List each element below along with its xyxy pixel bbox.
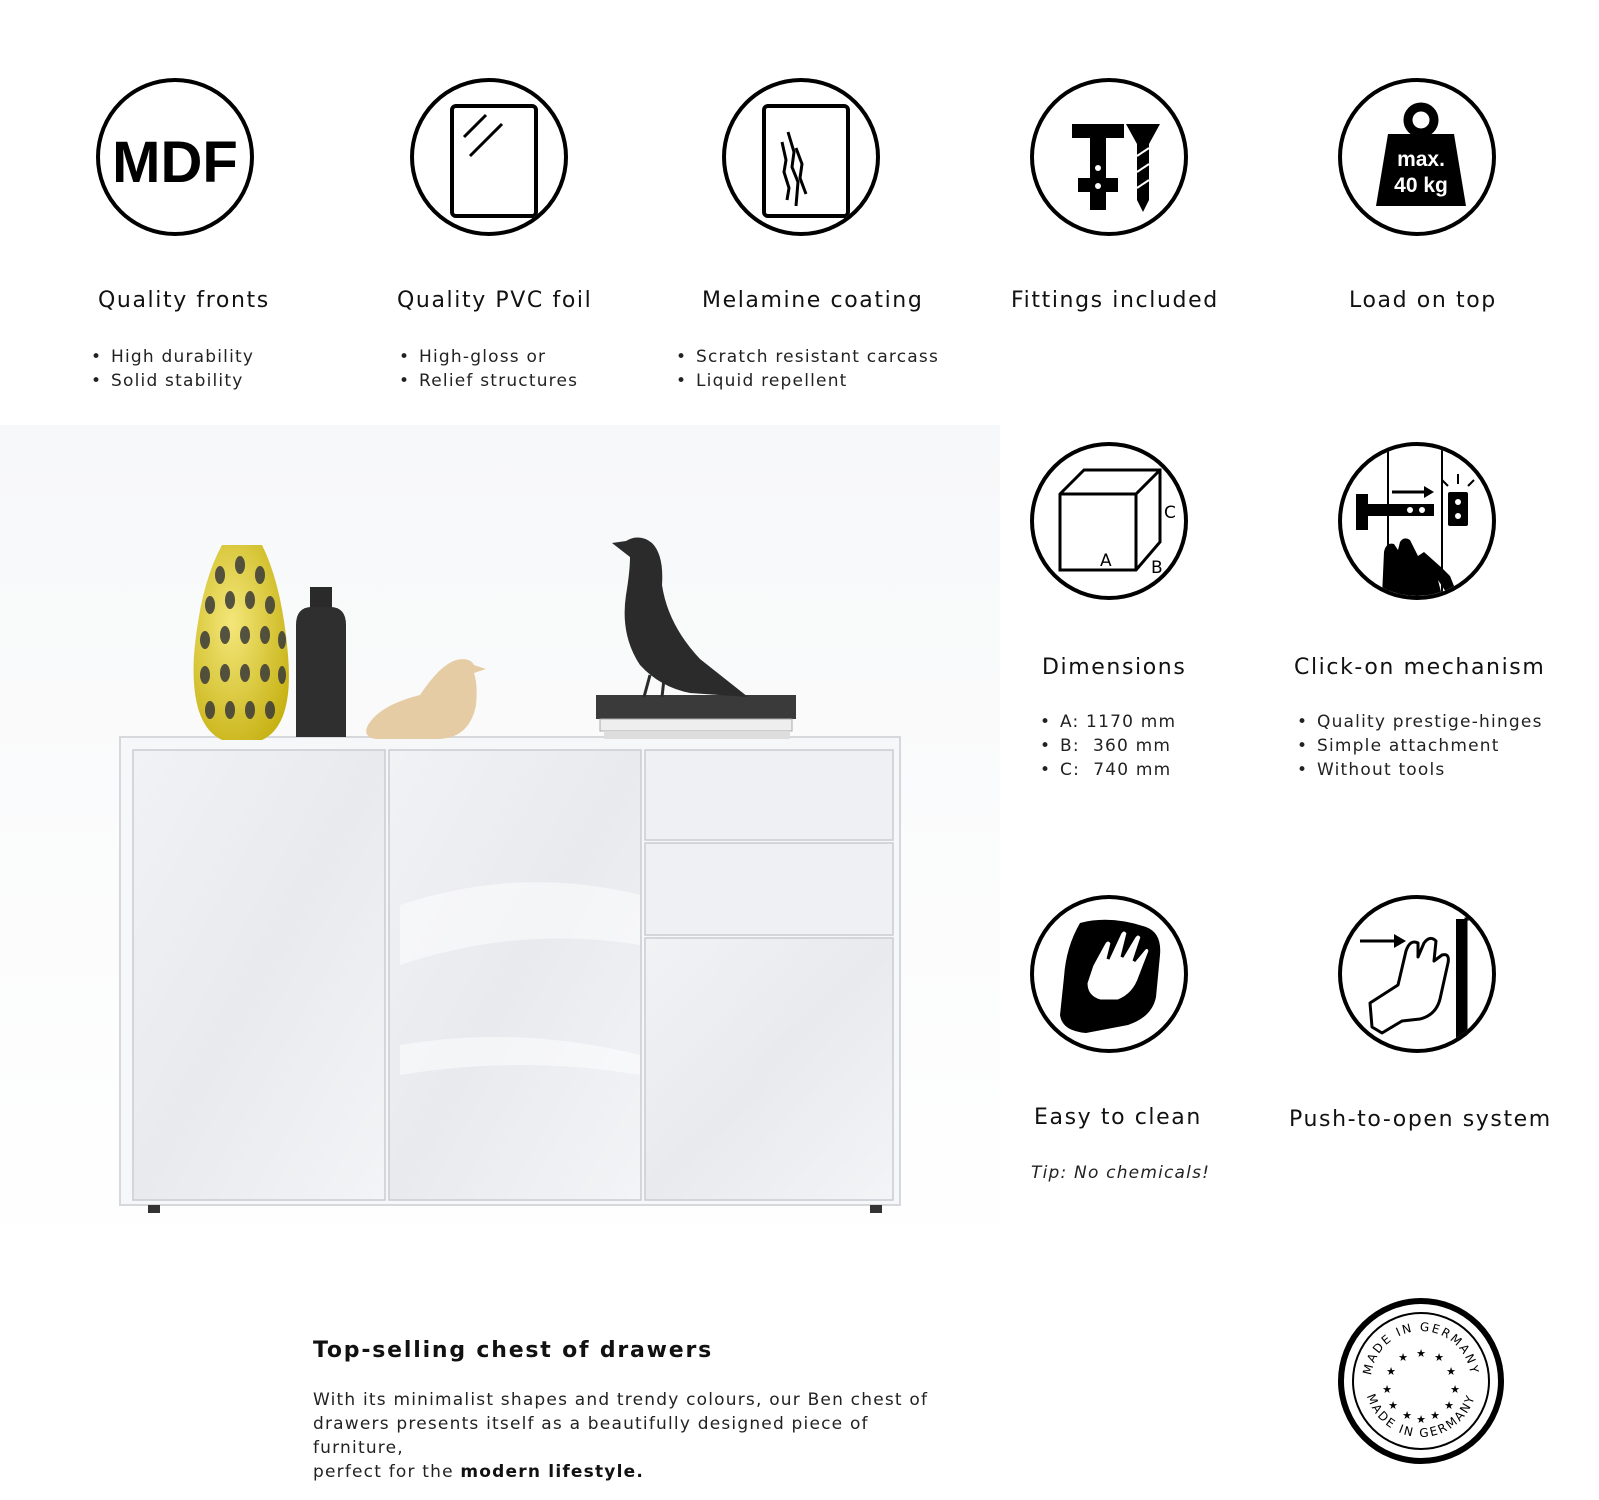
description-line: drawers presents itself as a beautifully designed piece of furniture, (313, 1414, 869, 1458)
svg-text:C: C (1164, 503, 1176, 523)
svg-text:MADE IN GERMANY: MADE IN GERMANY (1360, 1319, 1482, 1377)
bullet-item: • Solid stability (91, 369, 254, 393)
description-punct: . (636, 1462, 645, 1482)
svg-text:★: ★ (1388, 1399, 1398, 1412)
description-bold-text: modern lifestyle (460, 1462, 637, 1482)
dark-bottle (296, 587, 346, 737)
cube-dimensions-icon (1030, 442, 1188, 600)
feature-title: Dimensions (1042, 655, 1187, 680)
click-on-hinge-icon (1338, 442, 1496, 600)
svg-text:★: ★ (1434, 1351, 1444, 1364)
weight-icon (1338, 78, 1496, 236)
feature-bullets (676, 345, 939, 393)
description-line: With its minimalist shapes and trendy colours, our Ben chest of (313, 1390, 929, 1410)
feature-bullets (1040, 710, 1176, 782)
product-photo (0, 425, 1000, 1275)
feature-title: Quality PVC foil (397, 288, 593, 313)
mdf-icon (96, 78, 254, 236)
glossy-panel-icon (410, 78, 568, 236)
svg-text:★: ★ (1416, 1347, 1426, 1360)
svg-text:★: ★ (1416, 1413, 1426, 1426)
description-line (313, 1460, 953, 1484)
description-body (313, 1388, 953, 1484)
svg-text:MDF: MDF (112, 130, 238, 195)
bullet-item: • Quality prestige-hinges (1297, 710, 1543, 734)
svg-text:★: ★ (1446, 1365, 1456, 1378)
svg-text:★: ★ (1402, 1409, 1412, 1422)
tip-text: Tip: No chemicals! (1031, 1163, 1211, 1183)
bullet-item: • Simple attachment (1297, 734, 1543, 758)
bullet-item: • C: 740 mm (1040, 758, 1176, 782)
feature-title: Easy to clean (1034, 1105, 1202, 1130)
svg-text:max.: max. (1397, 148, 1445, 171)
bullet-item: • B: 360 mm (1040, 734, 1176, 758)
bullet-item: • Liquid repellent (676, 369, 939, 393)
feature-bullets (91, 345, 254, 393)
bullet-item: • Scratch resistant carcass (676, 345, 939, 369)
feature-title: Melamine coating (702, 288, 924, 313)
feature-title: Push-to-open system (1289, 1107, 1552, 1132)
bullet-item: • High-gloss or (399, 345, 578, 369)
feature-bullets (1297, 710, 1543, 782)
svg-text:MADE IN GERMANY: MADE IN GERMANY (1363, 1391, 1479, 1441)
description-text: perfect for the (313, 1462, 461, 1482)
push-hand-icon (1338, 895, 1496, 1053)
wipe-hand-icon (1030, 895, 1188, 1053)
svg-text:B: B (1151, 558, 1163, 578)
feature-title: Fittings included (1011, 288, 1219, 313)
svg-text:★: ★ (1398, 1351, 1408, 1364)
svg-text:★: ★ (1430, 1409, 1440, 1422)
bullet-item: • A: 1170 mm (1040, 710, 1176, 734)
bullet-item: • High durability (91, 345, 254, 369)
feature-title: Quality fronts (98, 288, 270, 313)
bullet-item: • Relief structures (399, 369, 578, 393)
svg-text:A: A (1100, 551, 1112, 571)
svg-text:40 kg: 40 kg (1394, 174, 1448, 197)
feature-title: Click-on mechanism (1294, 655, 1546, 680)
feature-title: Load on top (1349, 288, 1497, 313)
scratch-panel-icon (722, 78, 880, 236)
sideboard (120, 737, 900, 1213)
svg-text:★: ★ (1386, 1365, 1396, 1378)
svg-text:★: ★ (1450, 1383, 1460, 1396)
books (596, 695, 796, 739)
bullet-item: • Without tools (1297, 758, 1543, 782)
feature-bullets (399, 345, 578, 393)
description-title: Top-selling chest of drawers (313, 1338, 714, 1363)
svg-text:★: ★ (1382, 1383, 1392, 1396)
made-in-germany-seal-icon (1337, 1297, 1505, 1465)
hinge-screw-icon (1030, 78, 1188, 236)
svg-text:★: ★ (1444, 1399, 1454, 1412)
